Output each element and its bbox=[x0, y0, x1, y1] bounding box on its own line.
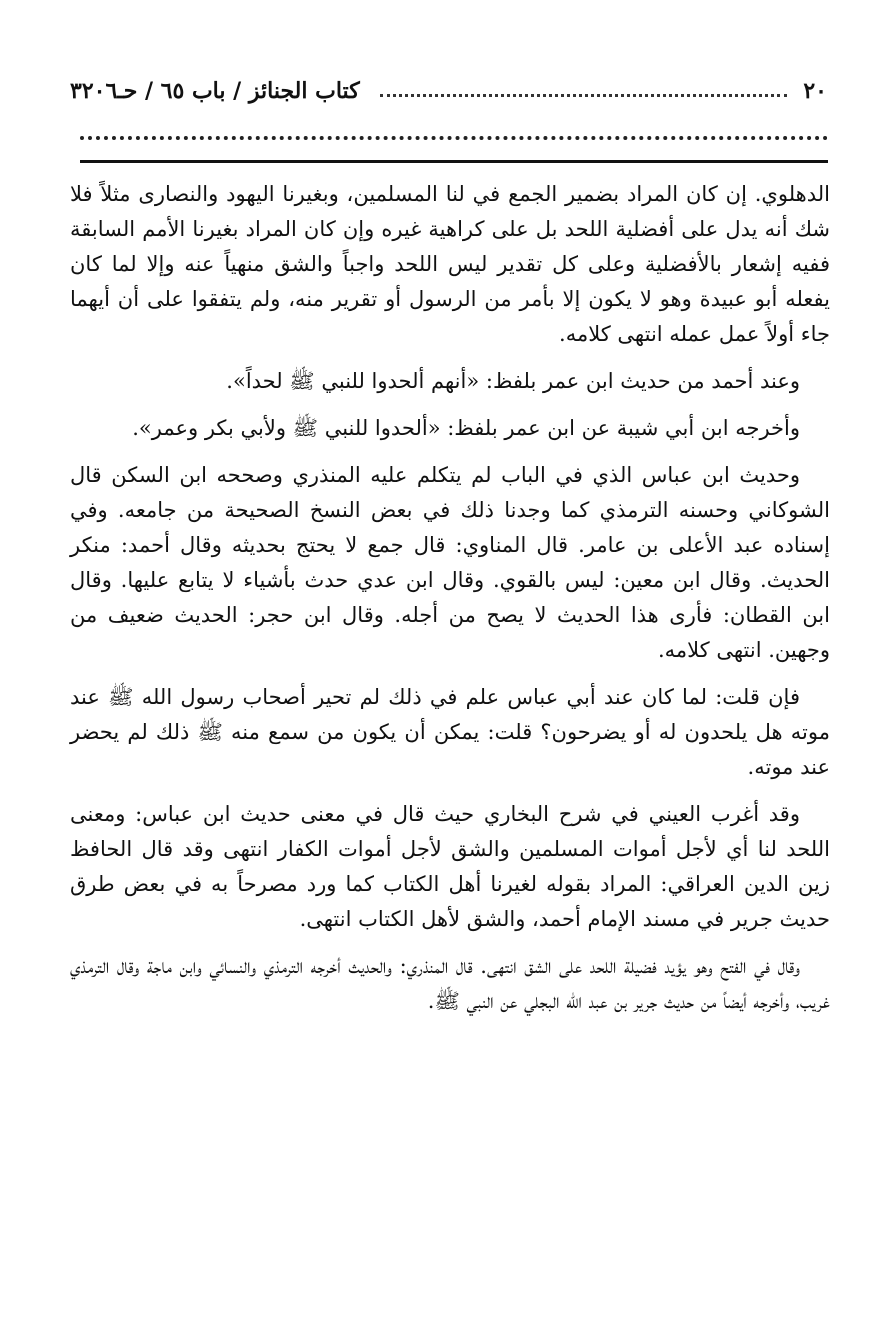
body-text bbox=[70, 177, 830, 1031]
header-dot-leader bbox=[380, 94, 788, 97]
page-number: ٢٠ bbox=[803, 78, 827, 104]
paragraph: فإن قلت: لما كان عند أبي عباس علم في ذلك لم تحير أصحاب رسول الله ﷺ عند موته هل يلحدون له أو يضرحون؟ قلت: يمكن أن يكون من سمع منه ﷺ ذلك لم يحضر عند موته. bbox=[70, 685, 830, 779]
dotted-separator bbox=[80, 136, 828, 140]
paragraph: وأخرجه ابن أبي شيبة عن ابن عمر بلفظ: «ألحدوا للنبي ﷺ ولأبي بكر وعمر». bbox=[132, 416, 800, 440]
paragraph: وقال في الفتح وهو يؤيد فضيلة اللحد على الشق انتهى. قال المنذري: والحديث أخرجه الترمذي والنسائي وابن ماجة وقال الترمذي غريب، وأخرجه أيضاً من حديث جرير بن عبد الله البجلي عن النبي ﷺ. bbox=[70, 954, 830, 1013]
running-title: كتاب الجنائز / باب ٦٥ / حـ٣٢٠٦ bbox=[70, 78, 360, 104]
page-header bbox=[70, 74, 827, 108]
paragraph: وعند أحمد من حديث ابن عمر بلفظ: «أنهم ألحدوا للنبي ﷺ لحداً». bbox=[226, 369, 800, 393]
paragraph: وحديث ابن عباس الذي في الباب لم يتكلم عليه المنذري وصححه ابن السكن قال الشوكاني وحسنه الترمذي كما وجدنا ذلك في بعض النسخ الصحيحة من جامعه. وفي إسناده عبد الأعلى بن عامر. قال المناوي: قال جمع لا يحتج بحديثه وقال أحمد: منكر الحديث. وقال ابن معين: ليس بالقوي. وقال ابن عدي حدث بأشياء لا يتابع عليها. وقال ابن القطان: فأرى هذا الحديث لا يصح من أجله. وقال ابن حجر: الحديث ضعيف من وجهين. انتهى كلامه. bbox=[70, 463, 830, 662]
paragraph: الدهلوي. إن كان المراد بضمير الجمع في لنا المسلمين، وبغيرنا اليهود والنصارى مثلاً فلا شك أنه يدل على أفضلية اللحد بل على كراهية غيره وإن كان المراد بغيرنا الأمم السابقة ففيه إشعار بالأفضلية وعلى كل تقدير ليس اللحد واجباً والشق منهياً عنه وإلا لما كان يفعله أبو عبيدة وهو لا يكون إلا بأمر من الرسول أو تقرير منه، ولم يتفقوا على أن أيهما جاء أولاً عمل عمله انتهى كلامه. bbox=[70, 182, 830, 346]
header-rule bbox=[80, 160, 828, 163]
paragraph: وقد أغرب العيني في شرح البخاري حيث قال في معنى حديث ابن عباس: ومعنى اللحد لنا أي لأجل أموات المسلمين والشق لأجل أموات الكفار انتهى وقد قال الحافظ زين الدين العراقي: المراد بقوله لغيرنا أهل الكتاب كما ورد مصرحاً به في بعض طرق حديث جرير في مسند الإمام أحمد، والشق لأهل الكتاب انتهى. bbox=[70, 802, 830, 931]
